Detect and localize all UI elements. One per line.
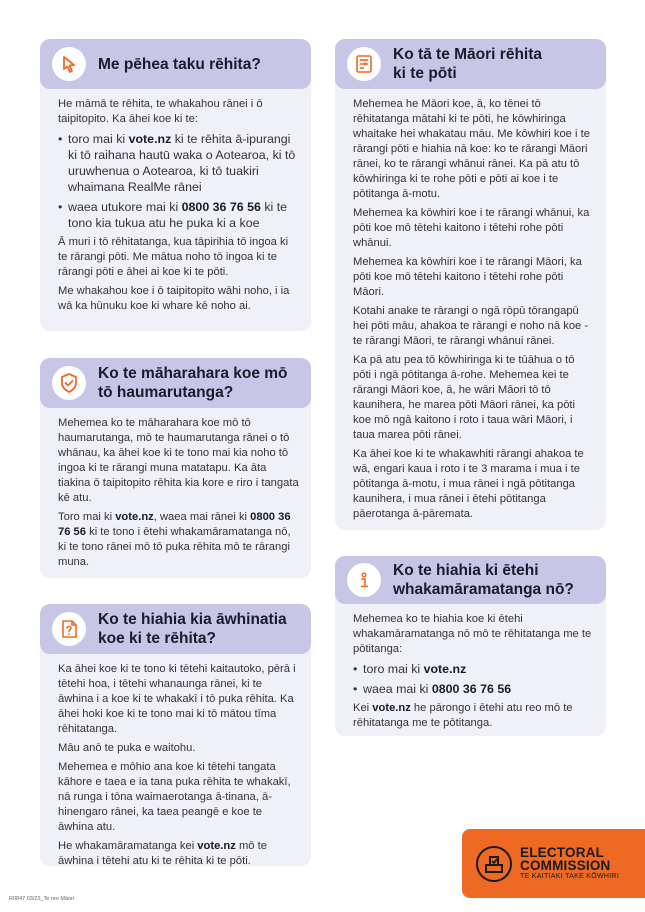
card-body (353, 612, 594, 735)
paragraph: Mehemea ka kōwhiri koe i te rārangi whānui, ka pōti koe mō tētehi kaitono i tētehi rohe pōti whānui. (353, 207, 590, 249)
list-item: • toro mai ki vote.nz (353, 661, 594, 677)
vote-link[interactable]: vote.nz (423, 662, 467, 676)
paragraph: Toro mai ki vote.nz, waea mai rānei ki 0800 36 76 56 ki te tono i ētehi whakamāramatanga nō, ki te tono rānei mō tō puka rēhita mō te rārangi muna. (58, 511, 291, 568)
card-body (58, 416, 299, 574)
card-body (353, 97, 594, 526)
card-title: Ko te hiahia kia āwhinatia koe ki te rēhita? (98, 611, 287, 647)
card-header (40, 604, 311, 654)
logo-line: ELECTORAL (520, 845, 605, 860)
electoral-commission-logo (462, 829, 645, 898)
paragraph: Kei vote.nz he pārongo i ētehi atu reo mō te rēhitatanga me te pōtitanga. (353, 702, 573, 729)
bullet-list (353, 661, 594, 697)
paragraph: Mehemea ko te māharahara koe mō tō haumarutanga, mō te haumarutanga rānei o tō whānau, ka āhei koe ki te tono mai kia noho tō ingoa ki te rārangi muna matatapu. Ka āta tiakina ō taipitopito rēhita kia kore e riro i tangata kē atu. (58, 417, 299, 504)
phone-number: 0800 36 76 56 (431, 682, 512, 696)
paragraph: Māu anō te puka e waitohu. (58, 742, 196, 754)
phone-number: 0800 36 76 56 (58, 511, 291, 538)
paragraph: Ka āhei koe ki te whakawhiti rārangi ahakoa te wā, engari kaua i roto i te 3 marama i mua i te pōtitanga ā-motu, i mua rānei i ngā pōtitanga kaunihera, i mua rānei i ētehi pōtitanga pāerotanga ā-pāremata. (353, 448, 584, 520)
card-more-info (335, 556, 606, 736)
card-title: Me pēhea taku rēhita? (98, 55, 261, 73)
card-how-to-enrol (40, 39, 311, 331)
paragraph: He māmā te rēhita, te whakahou rānei i ō taipitopito. Ka āhei koe ki te: (58, 98, 263, 125)
list-item: • waea utukore mai ki 0800 36 76 56 ki te tono kia tukua atu he puka ki a koe (58, 199, 299, 231)
paragraph: Ka pā atu pea tō kōwhiringa ki te tūāhua o tō pōti i ngā pōtitanga ā-rohe. Mehemea kei te rārangi Māori koe, ā, he wāri Māori tō tō kaunihera, he marea pōti Māori rānei, ka pōti koe mō ngā kaitono i roto i taua wāri Māori, i taua marea pōti rānei. (353, 354, 576, 441)
logo-tagline: TE KAITIAKI TAKE KŌWHIRI (520, 873, 620, 880)
paragraph: Mehemea he Māori koe, ā, ko tēnei tō rēhitatanga mātahi ki te pōti, he kōwhiringa whaitake hei whakatau māu. Me kōwhiri koe i te rārangi pōti e hiahia nā koe: ko te rārangi Māori rānei, ko te rārangi whānui rānei. Ka pā atu tō kōwhiringa ki te rohe pōti e pōti ai koe i te pōtitanga ā-motu. (353, 98, 590, 200)
paragraph: Mehemea ka kōwhiri koe i te rārangi Māori, ka pōti koe mō tētehi kaitono i tētehi rohe pōti Māori. (353, 256, 582, 298)
card-body (58, 662, 299, 873)
card-title: Ko te hiahia ki ētehi whakamāramatanga nō? (393, 562, 574, 598)
document-code: R0847 03/23_Te reo Māori (9, 896, 75, 902)
paragraph: Mehemea e mōhio ana koe ki tētehi tangata kāhore e taea e ia tana puka rēhita te whakakī, nā runga i tōna waimaerotanga ā-tinana, ā-hinengaro rānei, ka taea peangē e koe te āwhina atu. (58, 761, 291, 833)
card-header (40, 39, 311, 89)
list-item: • toro mai ki vote.nz ki te rēhita ā-ipurangi ki tō raihana hautū waka o Aotearoa, ki tō uruwhenua o Aotearoa, ki tō tuakiri whaimana RealMe rānei (58, 131, 299, 195)
paragraph: Mehemea ko te hiahia koe ki ētehi whakamāramatanga nō mō te rēhitatanga me te pōtitanga: (353, 613, 592, 655)
paragraph: Kotahi anake te rārangi o ngā rōpū tōrangapū hei pōti māu, ahakoa te rārangi e noho nā koe - te rārangi Māori, te rārangi whānui rānei. (353, 305, 589, 347)
info-icon (347, 563, 381, 597)
bullet-list (58, 131, 299, 231)
card-help-to-enrol (40, 604, 311, 866)
help-document-icon (52, 612, 86, 646)
card-safety (40, 358, 311, 578)
phone-number: 0800 36 76 56 (181, 200, 261, 214)
card-maori-enrolment (335, 39, 606, 530)
vote-link[interactable]: vote.nz (197, 840, 236, 852)
logo-text (520, 846, 619, 881)
card-title: Ko tā te Māori rēhita ki te pōti (393, 46, 542, 82)
logo-line: COMMISSION (520, 858, 611, 873)
ballot-document-icon (347, 47, 381, 81)
vote-link[interactable]: vote.nz (115, 511, 154, 523)
card-header (335, 39, 606, 89)
ballot-box-icon (476, 846, 512, 882)
card-header (40, 358, 311, 408)
card-title: Ko te māharahara koe mō tō haumarutanga? (98, 365, 288, 401)
paragraph: Ka āhei koe ki te tono ki tētehi kaitautoko, pērā i tētehi hoa, i tētehi whanaunga rānei, ki te āwhina i a koe ki te whakakī i tō puka rēhita. Ka āhei hoki koe ki te tono mai ki tō mātou tīma rēhitatanga. (58, 663, 296, 735)
card-body (58, 97, 299, 318)
vote-link[interactable]: vote.nz (372, 702, 411, 714)
card-header (335, 556, 606, 604)
cursor-icon (52, 47, 86, 81)
shield-check-icon (52, 366, 86, 400)
paragraph: Ā muri i tō rēhitatanga, kua tāpirihia tō ingoa ki te rārangi pōti. Me mātua noho tō ingoa ki te rārangi pōti e āhei ai koe ki te pōti. (58, 236, 289, 278)
vote-link[interactable]: vote.nz (128, 132, 172, 146)
paragraph: Me whakahou koe i ō taipitopito wāhi noho, i ia wā ka hūnuku koe ki whare kē noho ai. (58, 285, 290, 312)
list-item: • waea mai ki 0800 36 76 56 (353, 681, 594, 697)
paragraph: He whakamāramatanga kei vote.nz mō te āwhina i tētehi atu ki te rēhita ki te pōti. (58, 840, 267, 867)
